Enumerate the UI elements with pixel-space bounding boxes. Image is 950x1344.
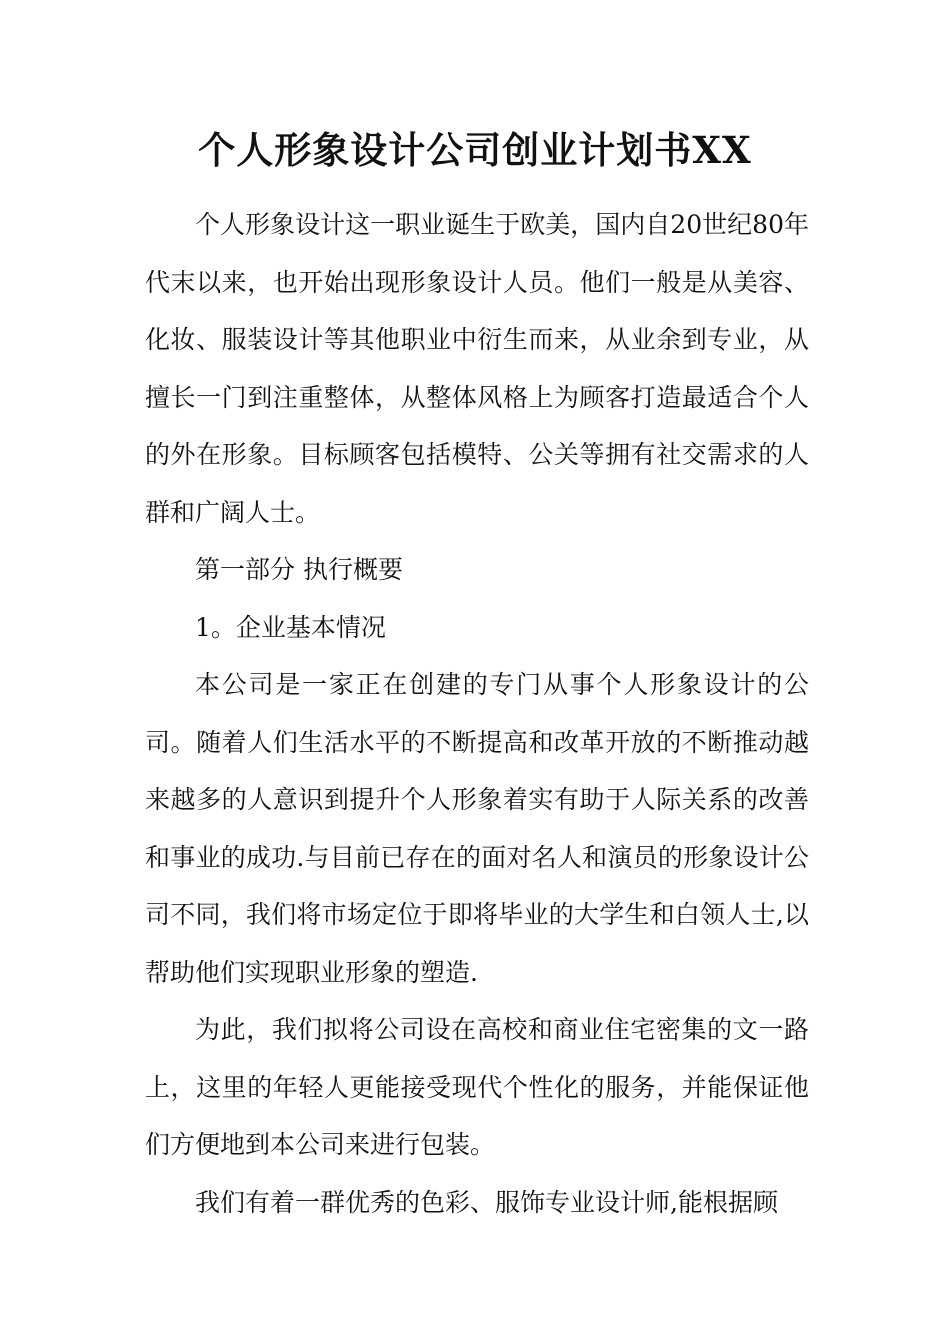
paragraph-location: 为此，我们拟将公司设在高校和商业住宅密集的文一路上，这里的年轻人更能接受现代个性化的服务，并能保证他们方便地到本公司来进行包装。 (145, 1015, 809, 1159)
document-title: 个人形象设计公司创业计划书XX (198, 128, 752, 172)
section-heading-executive-summary: 第一部分 执行概要 (195, 555, 403, 584)
subsection-heading-company-basics: 1。企业基本情况 (195, 612, 386, 642)
paragraph-company-description: 本公司是一家正在创建的专门从事个人形象设计的公司。随着人们生活水平的不断提高和改革开放的不断推动越来越多的人意识到提升个人形象着实有助于人际关系的改善和事业的成功.与目前已存在的面对名人和演员的形象设计公司不同，我们将市场定位于即将毕业的大学生和白领人士,以帮助他们实现职业形象的塑造. (145, 670, 809, 987)
paragraph-intro: 个人形象设计这一职业诞生于欧美，国内自20世纪80年代末以来，也开始出现形象设计人员。他们一般是从美容、化妆、服装设计等其他职业中衍生而来，从业余到专业，从擅长一门到注重整体，从整体风格上为顾客打造最适合个人的外在形象。目标顾客包括模特、公关等拥有社交需求的人群和广阔人士。 (145, 210, 809, 527)
document-body (145, 196, 809, 1231)
paragraph-designers: 我们有着一群优秀的色彩、服饰专业设计师,能根据顾 (195, 1187, 778, 1217)
